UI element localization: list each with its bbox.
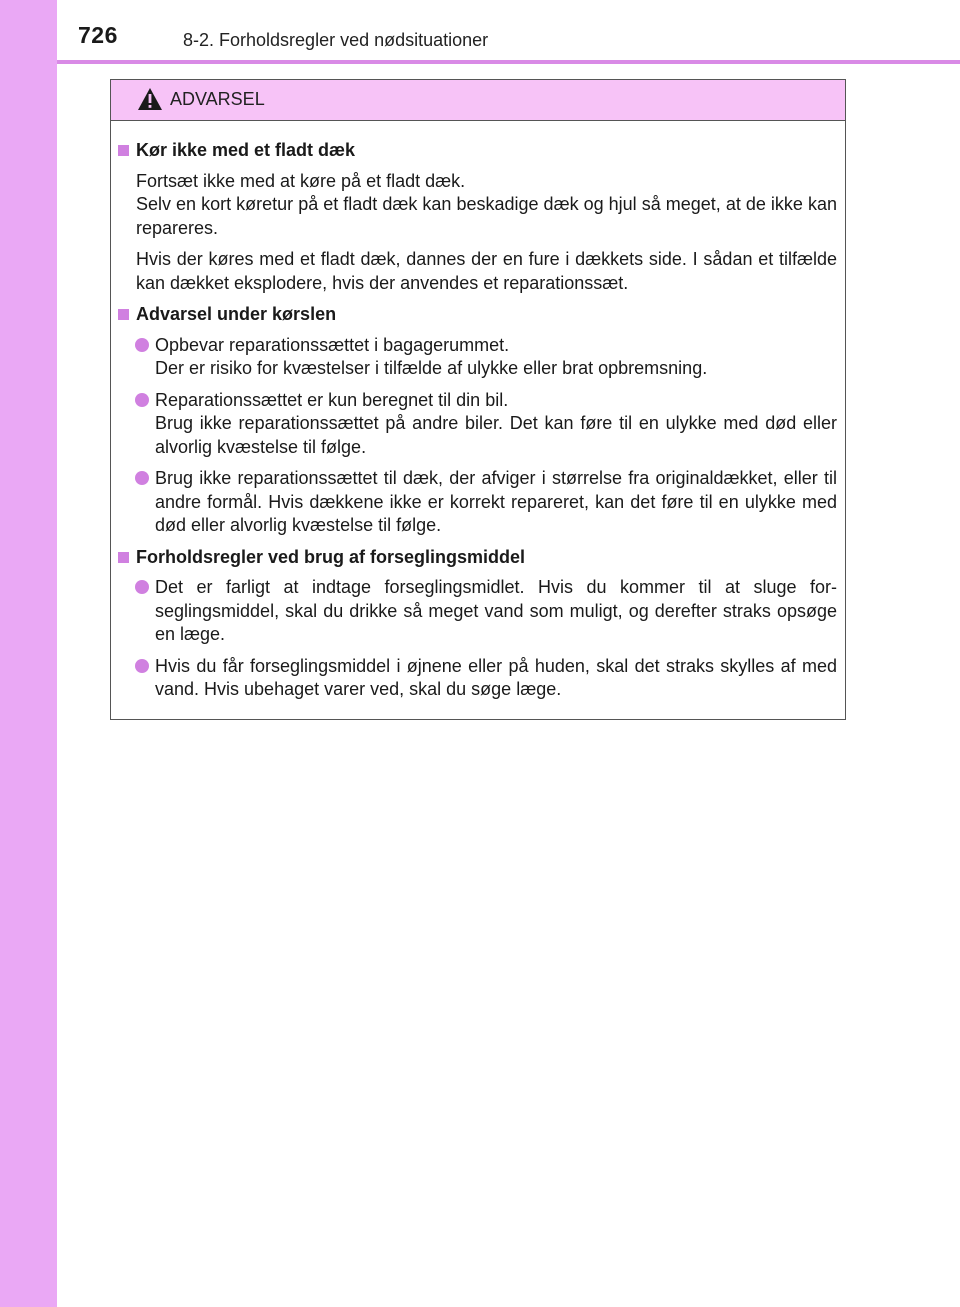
list-item: Opbevar reparationssættet i bagagerummet. Der er risiko for kvæstelser i tilfælde af ulykke eller brat opbremsning. xyxy=(135,334,837,381)
square-bullet-icon xyxy=(118,552,129,563)
warning-title: ADVARSEL xyxy=(170,89,265,109)
section-heading: Kør ikke med et fladt dæk xyxy=(118,139,837,163)
warning-triangle-icon xyxy=(137,87,163,116)
paragraph: Fortsæt ikke med at køre på et fladt dæk. Selv en kort køretur på et fladt dæk kan beskadige dæk og hjul så meget, at de ikke kan repareres. xyxy=(136,170,837,238)
round-bullet-icon xyxy=(135,580,149,594)
round-bullet-icon xyxy=(135,471,149,485)
section-title: 8-2. Forholdsregler ved nødsituationer xyxy=(183,30,489,50)
side-color-bar xyxy=(0,0,57,1307)
round-bullet-icon xyxy=(135,393,149,407)
round-bullet-icon xyxy=(135,659,149,673)
page-number: 726 xyxy=(78,22,118,48)
list-item: Hvis du får forseglingsmiddel i øjnene eller på huden, skal det straks skylles af med vand. Hvis ubehaget varer ved, skal du søge læge. xyxy=(135,655,837,702)
warning-box xyxy=(110,79,846,720)
section-heading: Advarsel under kørslen xyxy=(118,303,837,327)
paragraph: Hvis der køres med et fladt dæk, dannes der en fure i dækkets side. I sådan et tilfælde kan dækket eksplodere, hvis der anvendes et reparationssæt. xyxy=(136,249,837,293)
warning-body xyxy=(111,121,845,702)
list-item: Brug ikke reparationssættet til dæk, der afviger i størrelse fra originaldækket, eller til andre formål. Hvis dækkene ikke er korrekt repareret, kan det føre til en ulykke med død eller alvorlig kvæstelse til følge. xyxy=(135,467,837,538)
list-item: Det er farligt at indtage forseglingsmidlet. Hvis du kommer til at sluge forseglingsmiddel, skal du drikke så meget vand som muligt, og derefter straks opsøge en læge. xyxy=(135,576,837,647)
square-bullet-icon xyxy=(118,145,129,156)
section-heading: Forholdsregler ved brug af forseglingsmiddel xyxy=(118,546,837,570)
list-item: Reparationssættet er kun beregnet til din bil. Brug ikke reparationssættet på andre biler. Det kan føre til en ulykke med død eller alvorlig kvæstelse til følge. xyxy=(135,389,837,460)
header-divider xyxy=(57,60,960,64)
warning-header xyxy=(111,80,845,121)
round-bullet-icon xyxy=(135,338,149,352)
square-bullet-icon xyxy=(118,309,129,320)
